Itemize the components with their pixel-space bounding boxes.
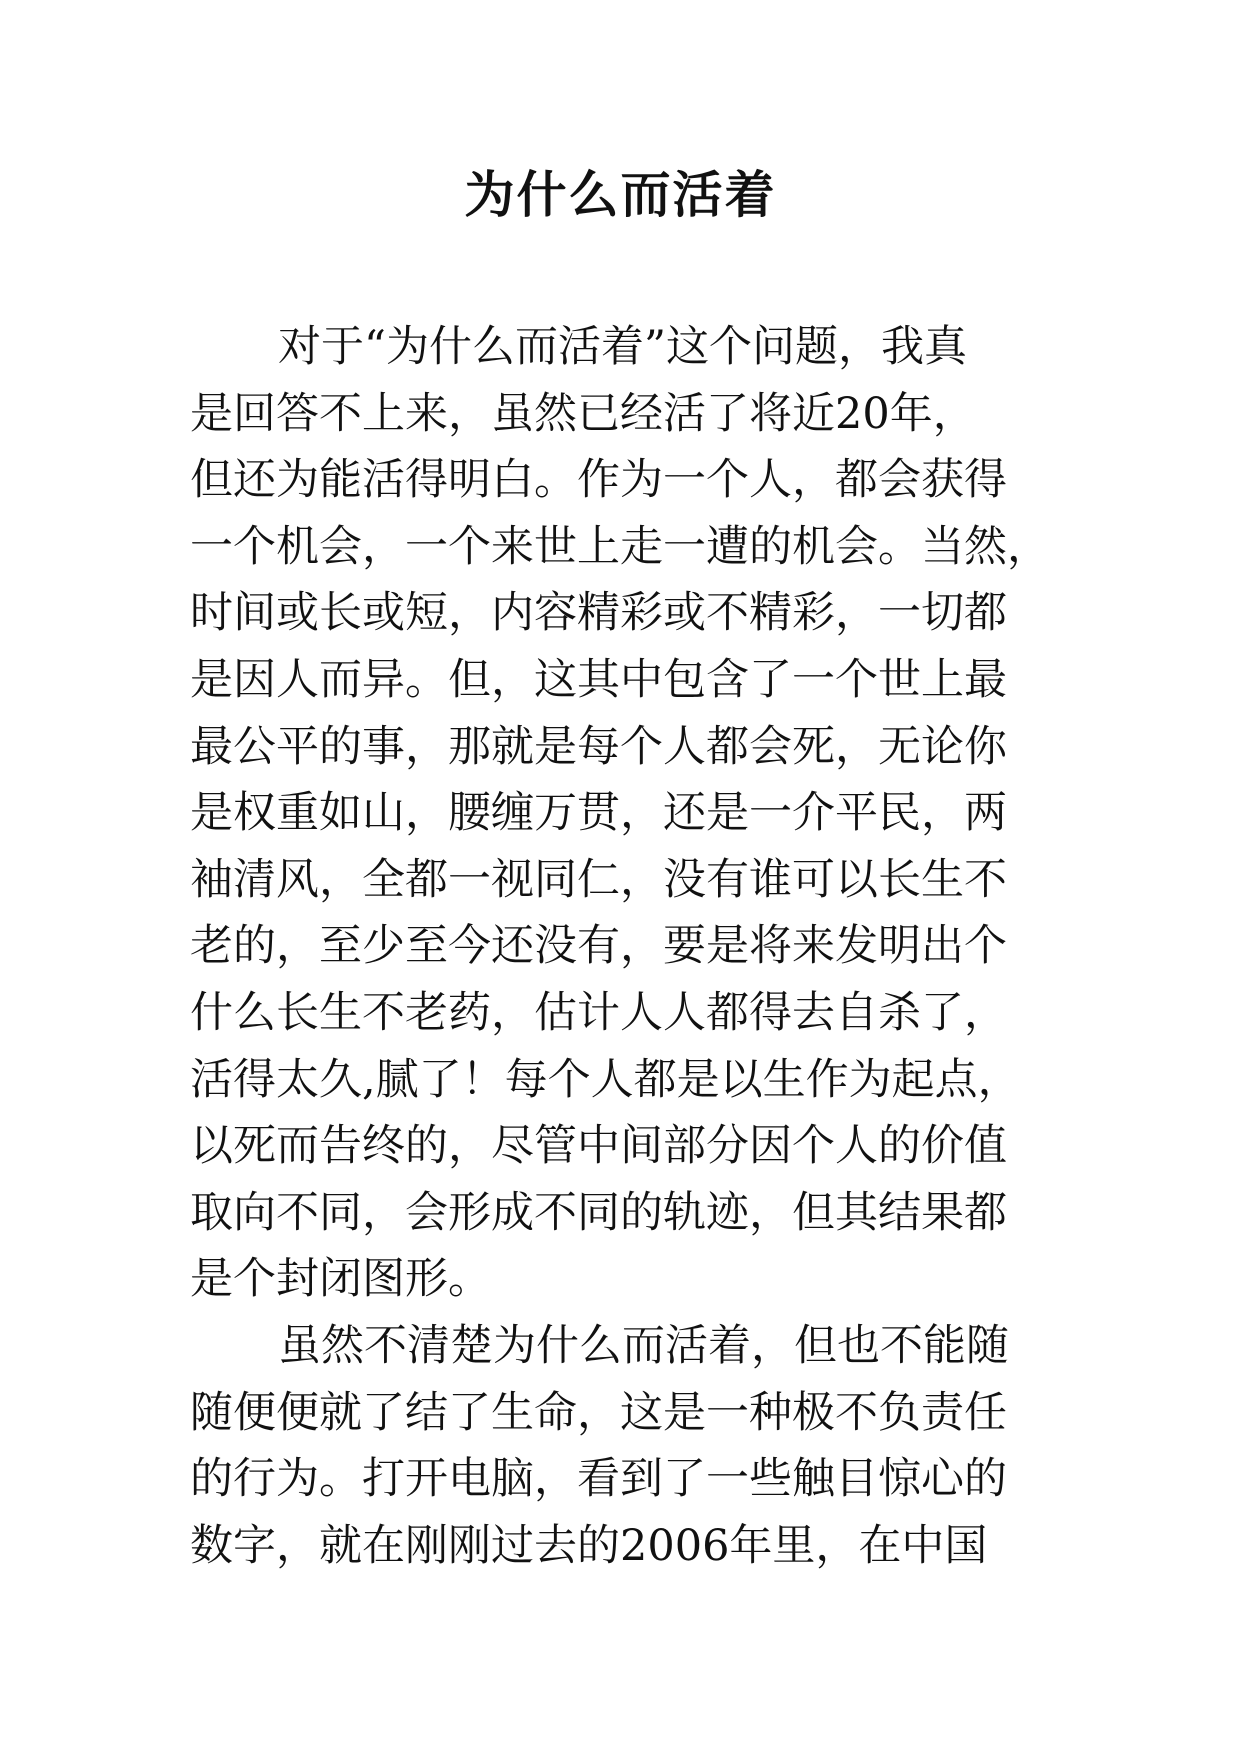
text-line: 是个封闭图形。: [190, 1254, 491, 1305]
text-line: 最公平的事，那就是每个人都会死，无论你: [190, 721, 1007, 772]
text-line: 老的，至少至今还没有，要是将来发明出个: [190, 921, 1007, 972]
text-line: 活得太久,腻了！每个人都是以生作为起点，: [190, 1054, 1021, 1105]
document-title: 为什么而活着: [464, 166, 777, 224]
text-line: 什么长生不老药，估计人人都得去自杀了，: [190, 987, 1007, 1038]
text-line: 取向不同，会形成不同的轨迹，但其结果都: [190, 1187, 1007, 1238]
text-line: 虽然不清楚为什么而活着，但也不能随: [278, 1320, 1009, 1371]
paragraph-1: [190, 314, 1060, 1313]
text-line: 是回答不上来，虽然已经活了将近20年，: [190, 388, 976, 439]
text-line: 随便便就了结了生命，这是一种极不负责任: [190, 1387, 1007, 1438]
text-line: 以死而告终的，尽管中间部分因个人的价值: [190, 1121, 1007, 1172]
document-body: [190, 314, 1060, 1579]
text-line: 对于“为什么而活着”这个问题，我真: [278, 322, 967, 372]
text-line: 的行为。打开电脑，看到了一些触目惊心的: [190, 1454, 1007, 1505]
text-line: 袖清风，全都一视同仁，没有谁可以长生不: [190, 854, 1007, 905]
text-line: 时间或长或短，内容精彩或不精彩，一切都: [190, 588, 1007, 639]
text-line: 一个机会，一个来世上走一遭的机会。当然，: [190, 521, 1050, 572]
text-line: 是权重如山，腰缠万贯，还是一介平民，两: [190, 788, 1007, 839]
text-line: 是因人而异。但，这其中包含了一个世上最: [190, 654, 1007, 705]
paragraph-2: [190, 1313, 1060, 1579]
text-line: 但还为能活得明白。作为一个人，都会获得: [190, 455, 1007, 506]
text-line: 数字，就在刚刚过去的2006年里，在中国: [190, 1520, 988, 1571]
